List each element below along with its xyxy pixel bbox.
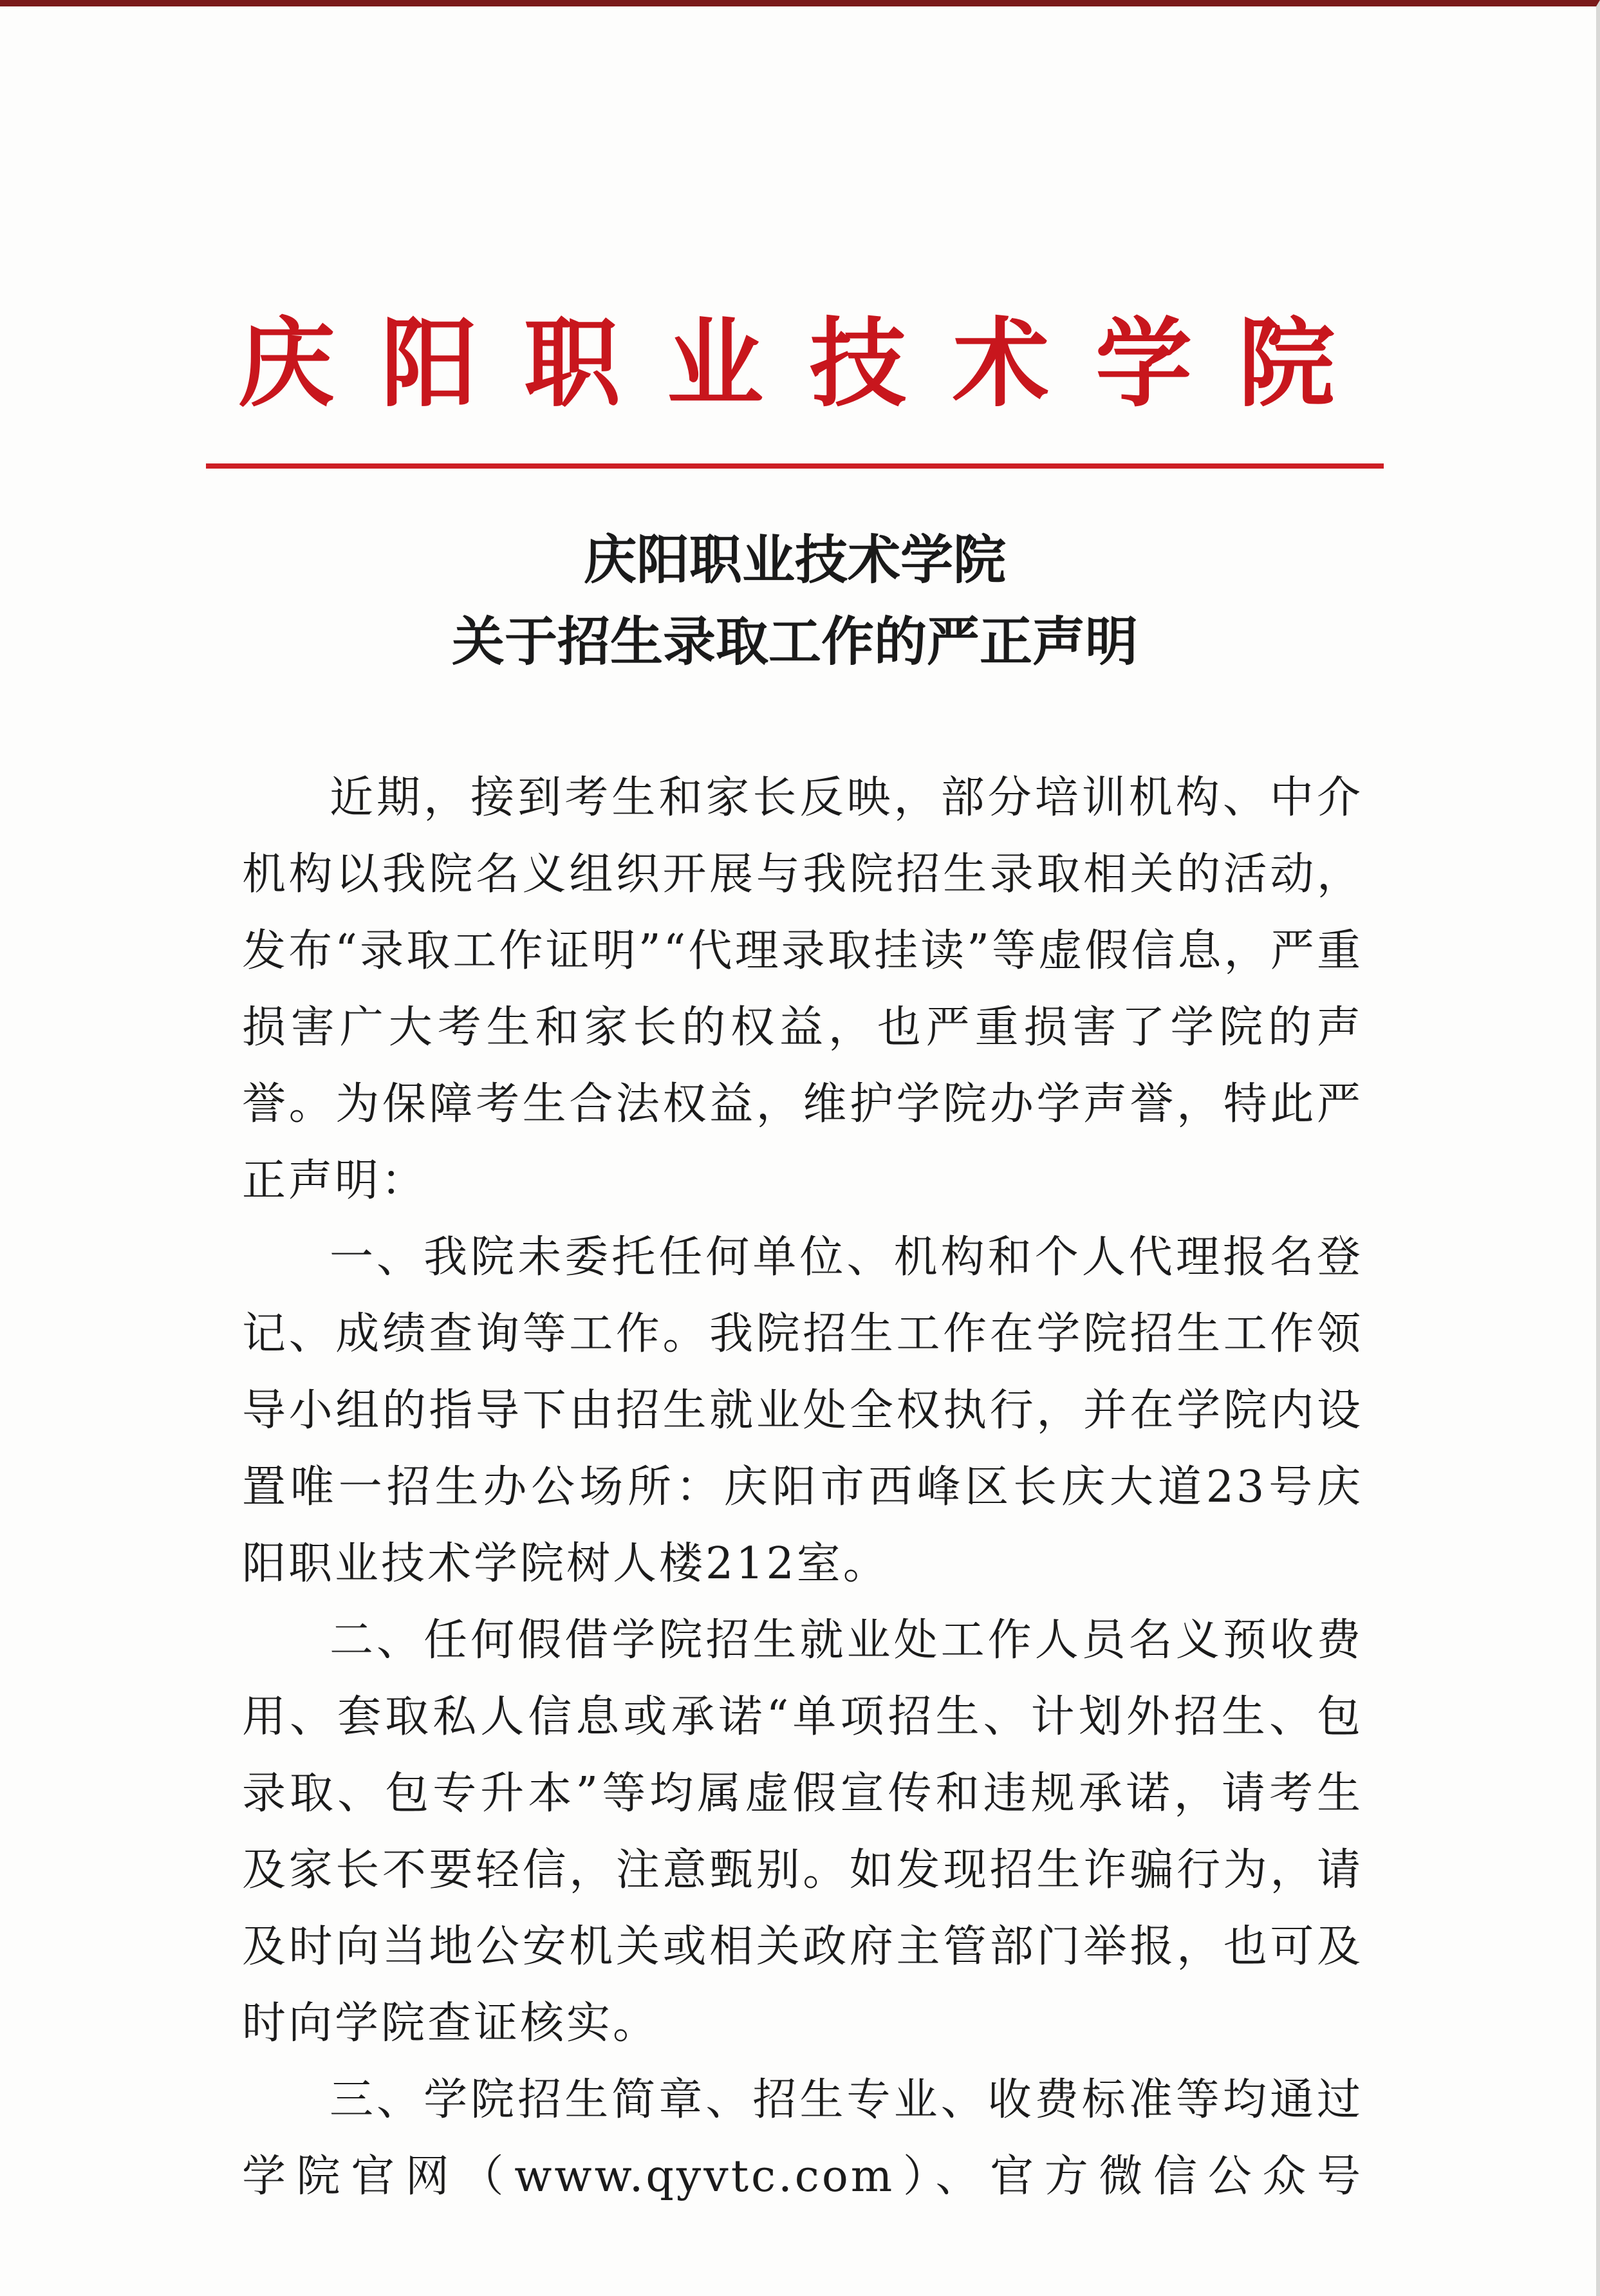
paragraph-item-3: 三、学院招生简章、招生专业、收费标准等均通过学院官网（www.qyvtc.com）、官方微信公众号 (242, 2075, 1363, 2202)
document-body (242, 760, 1363, 2215)
letterhead-institution-name: 庆阳职业技术学院 (238, 307, 1382, 420)
paragraph-intro: 近期，接到考生和家长反映，部分培训机构、中介机构以我院名义组织开展与我院招生录取相关的活动，发布“录取工作证明”“代理录取挂读”等虚假信息，严重损害广大考生和家长的权益，也严重损害了学院的声誉。为保障考生合法权益，维护学院办学声誉，特此严正声明： (242, 772, 1363, 1206)
paragraph-item-1: 一、我院未委托任何单位、机构和个人代理报名登记、成绩查询等工作。我院招生工作在学院招生工作领导小组的指导下由招生就业处全权执行，并在学院内设置唯一招生办公场所：庆阳市西峰区长庆大道23号庆阳职业技术学院树人楼212室。 (242, 1232, 1363, 1589)
letterhead-red-rule (206, 463, 1384, 469)
document-title-line-2: 关于招生录取工作的严正声明 (451, 611, 1138, 673)
document-title-line-1: 庆阳职业技术学院 (583, 529, 1006, 591)
paragraph-item-2: 二、任何假借学院招生就业处工作人员名义预收费用、套取私人信息或承诺“单项招生、计划外招生、包录取、包专升本”等均属虚假宣传和违规承诺，请考生及家长不要轻信，注意甄别。如发现招生诈骗行为，请及时向当地公安机关或相关政府主管部门举报，也可及时向学院查证核实。 (242, 1615, 1363, 2049)
